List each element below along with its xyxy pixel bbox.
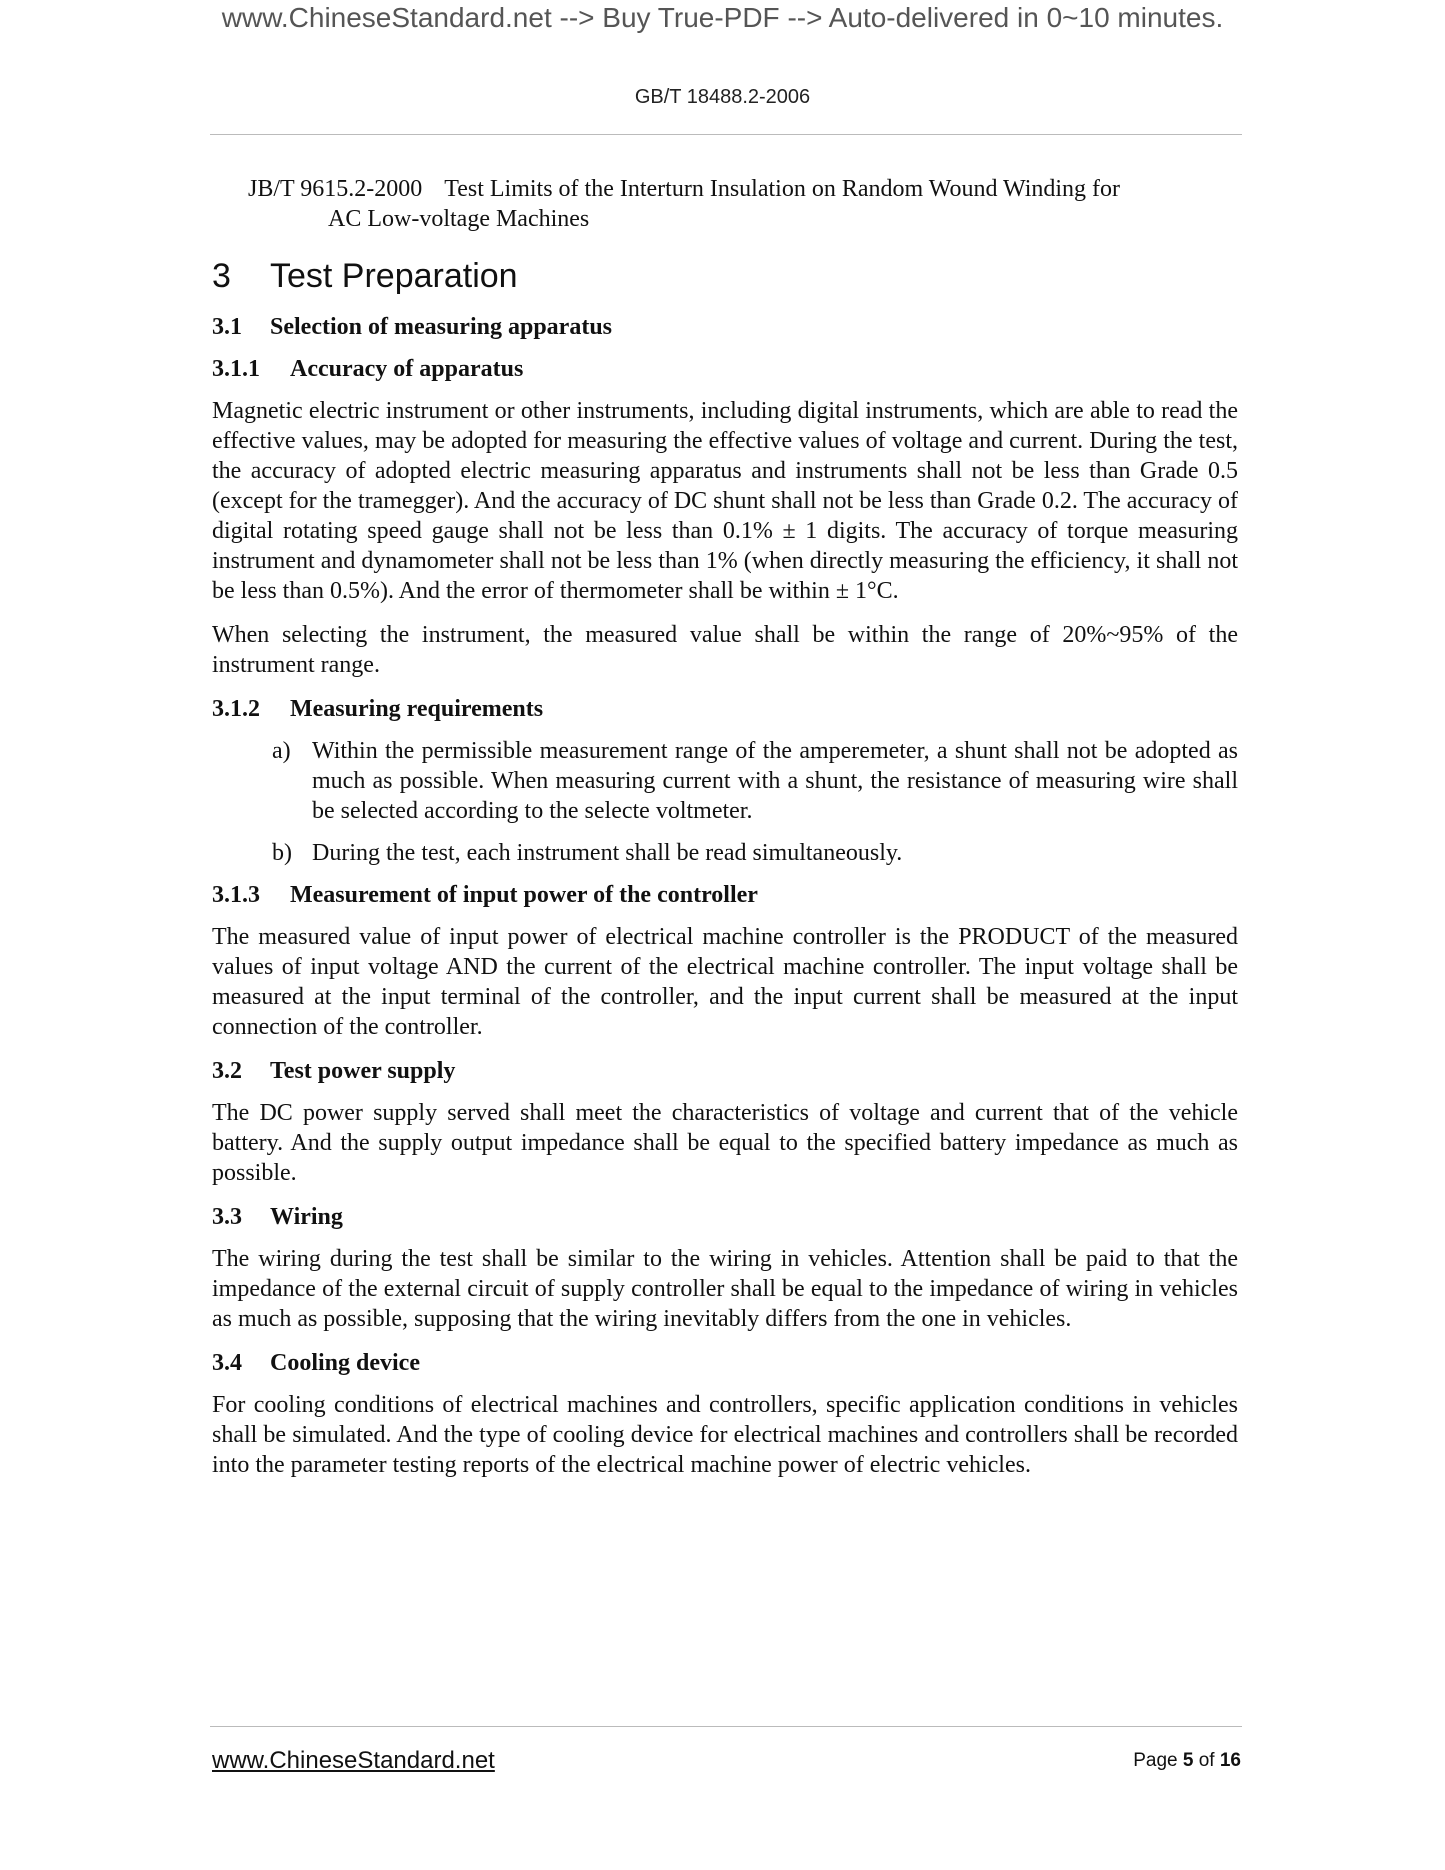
section-3-3-heading <box>212 1202 1238 1232</box>
page-label: Page <box>1133 1750 1178 1771</box>
section-number: 3.3 <box>212 1204 242 1230</box>
section-number: 3.2 <box>212 1058 242 1084</box>
section-3-1-3-heading <box>212 880 1238 910</box>
paragraph-accuracy: Magnetic electric instrument or other instruments, including digital instruments, which are able to read the effective values, may be adopted for measuring the effective values of voltage and current. During the test, the accuracy of adopted electric measuring apparatus and instruments shall not be less than Grade 0.5 (except for the tramegger). And the accuracy of DC shunt shall not be less than Grade 0.2. The accuracy of digital rotating speed gauge shall not be less than 0.1% ± 1 digits. The accuracy of torque measuring instrument and dynamometer shall not be less than 1% (when directly measuring the efficiency, it shall not be less than 0.5%). And the error of thermometer shall be within ± 1°C. <box>212 398 1238 604</box>
section-title: Wiring <box>270 1204 343 1230</box>
page-total: 16 <box>1219 1750 1241 1771</box>
normative-reference <box>212 174 1238 204</box>
list-marker: b) <box>272 840 292 866</box>
standard-code-header: GB/T 18488.2-2006 <box>634 86 811 108</box>
promo-banner[interactable]: www.ChineseStandard.net --> Buy True-PDF --> Auto-delivered in 0~10 minutes. <box>221 2 1224 33</box>
section-number: 3.1.3 <box>212 882 260 908</box>
section-title: Accuracy of apparatus <box>290 356 524 382</box>
page-current: 5 <box>1182 1750 1194 1771</box>
paragraph-power-supply: The DC power supply served shall meet the characteristics of voltage and current that of the vehicle battery. And the supply output impedance shall be equal to the specified battery impedance as much as possible. <box>212 1100 1238 1186</box>
chapter-heading <box>212 254 1238 298</box>
page-indicator <box>1133 1750 1241 1772</box>
list-item-text: Within the permissible measurement range of the amperemeter, a shunt shall not be adopted as much as possible. When measuring current with a shunt, the resistance of measuring wire shall be selected according to the selecte voltmeter. <box>312 738 1238 824</box>
section-3-4-heading <box>212 1348 1238 1378</box>
section-number: 3.1 <box>212 314 242 340</box>
paragraph-cooling: For cooling conditions of electrical machines and controllers, specific application conditions in vehicles shall be simulated. And the type of cooling device for electrical machines and controllers shall be recorded into the parameter testing reports of the electrical machine power of electric vehicles. <box>212 1392 1238 1478</box>
section-title: Test power supply <box>270 1058 456 1084</box>
list-marker: a) <box>272 738 291 764</box>
paragraph-instrument-range: When selecting the instrument, the measured value shall be within the range of 20%~95% of the instrument range. <box>212 622 1238 678</box>
section-title: Measurement of input power of the controller <box>290 882 758 908</box>
section-number: 3.1.1 <box>212 356 260 382</box>
section-3-1-1-heading <box>212 354 1238 384</box>
section-number: 3.1.2 <box>212 696 260 722</box>
chapter-title: Test Preparation <box>270 257 518 295</box>
footer-divider <box>210 1726 1242 1727</box>
paragraph-input-power: The measured value of input power of electrical machine controller is the PRODUCT of the measured values of input voltage AND the current of the electrical machine controller. The input voltage shall be measured at the input terminal of the controller, and the input current shall be measured at the input connection of the controller. <box>212 924 1238 1040</box>
paragraph-wiring: The wiring during the test shall be similar to the wiring in vehicles. Attention shall be paid to that the impedance of the external circuit of supply controller shall be equal to the impedance of wiring in vehicles as much as possible, supposing that the wiring inevitably differs from the one in vehicles. <box>212 1246 1238 1332</box>
reference-code: JB/T 9615.2-2000 <box>248 176 423 202</box>
section-number: 3.4 <box>212 1350 242 1376</box>
header-divider <box>210 134 1242 135</box>
list-item <box>212 838 1238 868</box>
section-3-2-heading <box>212 1056 1238 1086</box>
document-body <box>212 174 1238 1494</box>
section-3-1-2-heading <box>212 694 1238 724</box>
chapter-number: 3 <box>212 257 231 295</box>
reference-title-line1: Test Limits of the Interturn Insulation on Random Wound Winding for <box>444 176 1121 202</box>
footer-website-link[interactable]: www.ChineseStandard.net <box>212 1747 495 1774</box>
section-title: Selection of measuring apparatus <box>270 314 612 340</box>
list-item-text: During the test, each instrument shall be read simultaneously. <box>312 840 903 866</box>
section-3-1-heading <box>212 312 1238 342</box>
section-title: Measuring requirements <box>290 696 544 722</box>
page-of: of <box>1198 1750 1215 1771</box>
list-item <box>212 736 1238 826</box>
reference-title-line2: AC Low-voltage Machines <box>328 206 590 232</box>
section-title: Cooling device <box>270 1350 420 1376</box>
